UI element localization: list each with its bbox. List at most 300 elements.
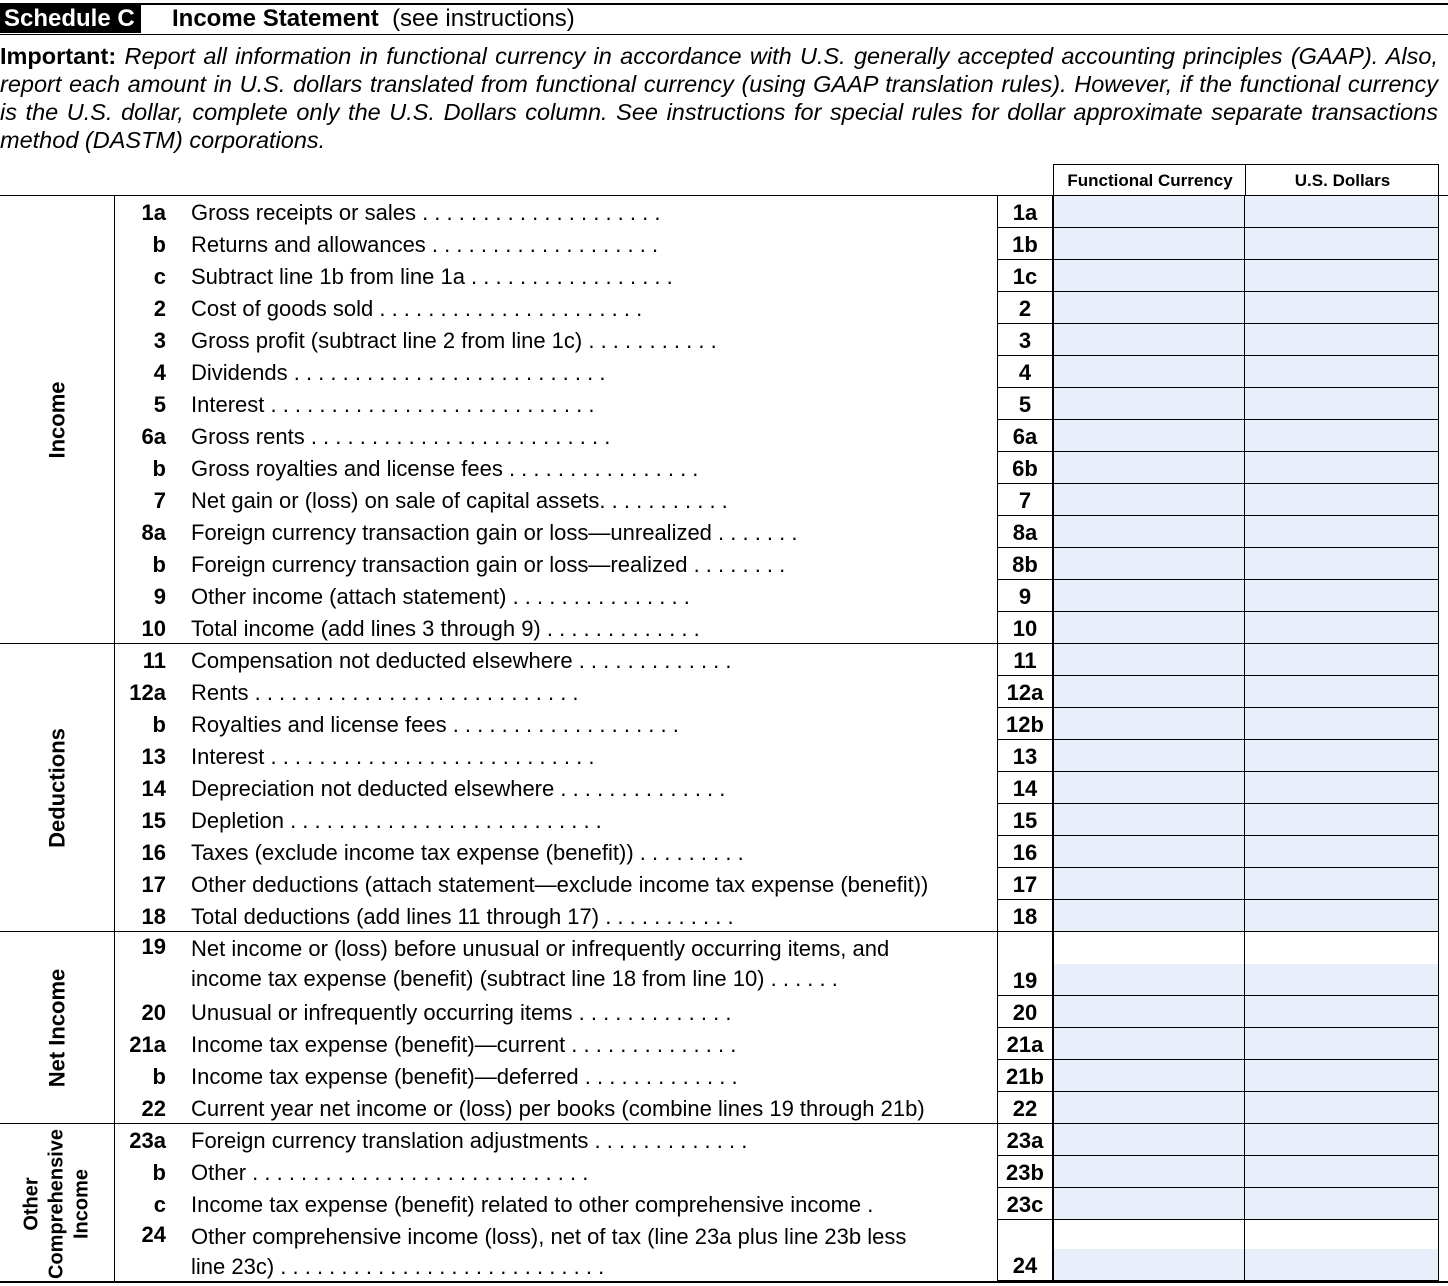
usd-input[interactable] [1245, 900, 1439, 932]
usd-input[interactable] [1245, 1092, 1439, 1124]
functional-currency-input[interactable] [1053, 708, 1245, 740]
functional-currency-input[interactable] [1053, 1249, 1245, 1281]
leader-dots: . . . . . . . . . . . . . . [565, 1032, 737, 1057]
functional-currency-input[interactable] [1053, 324, 1245, 356]
line-description-text: Compensation not deducted elsewhere [191, 648, 573, 673]
usd-input[interactable] [1245, 868, 1439, 900]
functional-currency-input[interactable] [1053, 836, 1245, 868]
line-description-text: Gross rents [191, 424, 305, 449]
line-reference-box [997, 868, 1053, 900]
leader-dots: . . . . . . . . . . . . . . . [506, 584, 690, 609]
line-description [191, 904, 976, 930]
line-row [0, 196, 1448, 228]
leader-dots: . . . . . . . . . . . . . . . . . . . . . . . . . [304, 424, 611, 449]
line-row [0, 580, 1448, 612]
leader-dots: . . . . . . . . . . . . . . [554, 776, 726, 801]
functional-currency-input[interactable] [1053, 1060, 1245, 1092]
functional-currency-input[interactable] [1053, 1188, 1245, 1220]
functional-currency-input[interactable] [1053, 996, 1245, 1028]
functional-currency-input[interactable] [1053, 900, 1245, 932]
line-row [0, 868, 1448, 900]
leader-dots: . . . . . . . . . . . . . . . . . . . . . . . . . . . [264, 744, 595, 769]
leader-dots: . . . . . . . . . . . . . . . . . . . [425, 232, 659, 257]
functional-currency-input[interactable] [1053, 676, 1245, 708]
line-row [0, 516, 1448, 548]
line-reference-box [997, 772, 1053, 804]
line-row [0, 324, 1448, 356]
line-reference-label: 3 [1018, 328, 1032, 353]
functional-currency-input[interactable] [1053, 548, 1245, 580]
schedule-subtitle: (see instructions) [392, 5, 575, 32]
line-reference-box [997, 420, 1053, 452]
line-description-continued: income tax expense (benefit) (subtract line 18 from line 10) [191, 966, 765, 991]
line-number: 1a [141, 200, 166, 225]
line-description [191, 1096, 976, 1122]
line-row [0, 452, 1448, 484]
line-reference-box [997, 1092, 1053, 1124]
line-row [0, 484, 1448, 516]
line-description [191, 1000, 976, 1026]
line-description [191, 840, 976, 866]
line-reference-box [997, 228, 1053, 260]
line-row [0, 1124, 1448, 1156]
line-reference-box [997, 1220, 1053, 1281]
line-reference-label: 1c [1012, 264, 1038, 289]
schedule-title-text: Income Statement [172, 5, 379, 32]
line-reference-label: 13 [1012, 744, 1038, 769]
line-description [191, 872, 976, 898]
line-number: 23a [129, 1128, 166, 1153]
line-description [191, 1064, 976, 1090]
section-label-income: Income [44, 381, 70, 459]
usd-input[interactable] [1245, 708, 1439, 740]
leader-dots: . . . . . . . . . . . . . . . . . . . . . . . . . . . [248, 680, 579, 705]
leader-dots: . . . . . . . . . . . . . [540, 616, 700, 641]
line-description [191, 712, 976, 738]
usd-input[interactable] [1245, 388, 1439, 420]
line-reference-label: 10 [1012, 616, 1038, 641]
usd-input[interactable] [1245, 1028, 1439, 1060]
line-description [191, 680, 976, 706]
line-reference-box [997, 644, 1053, 676]
line-description [191, 648, 976, 674]
line-description-text: Unusual or infrequently occurring items [191, 1000, 573, 1025]
line-reference-box [997, 900, 1053, 932]
column-header-usd: U.S. Dollars [1245, 164, 1439, 195]
line-description-text: Income tax expense (benefit)—current [191, 1032, 566, 1057]
line-number: 2 [153, 296, 166, 321]
usd-input[interactable] [1245, 1249, 1439, 1281]
line-reference-label: 12b [1006, 712, 1044, 737]
line-reference-box [997, 1188, 1053, 1220]
line-number: 6a [141, 424, 166, 449]
line-reference-label: 16 [1012, 840, 1038, 865]
leader-dots: . . . . . . . . . . . . . . . . . . . . [415, 200, 661, 225]
line-number: 9 [153, 584, 166, 609]
line-reference-label: 19 [1012, 968, 1038, 993]
usd-input[interactable] [1245, 484, 1439, 516]
usd-input[interactable] [1245, 420, 1439, 452]
functional-currency-input[interactable] [1053, 196, 1245, 228]
line-number: 19 [141, 934, 166, 959]
line-description [191, 934, 976, 994]
functional-currency-input[interactable] [1053, 772, 1245, 804]
line-description [191, 776, 976, 802]
functional-currency-input[interactable] [1053, 260, 1245, 292]
column-header-functional: Functional Currency [1053, 164, 1246, 195]
line-row [0, 548, 1448, 580]
line-row [0, 836, 1448, 868]
line-description [191, 1128, 976, 1154]
line-reference-label: 20 [1012, 1000, 1038, 1025]
functional-currency-input[interactable] [1053, 452, 1245, 484]
line-reference-box [997, 356, 1053, 388]
schedule-title [172, 4, 575, 34]
leader-dots: . . . . . . . . . . . . . . . . . . . [446, 712, 679, 737]
leader-dots: . . . . . . . . . . . . . . . . . . . . . . . . . . . [264, 392, 595, 417]
line-row [0, 388, 1448, 420]
line-description [191, 232, 976, 258]
line-reference-box [997, 1028, 1053, 1060]
line-number: 4 [153, 360, 166, 385]
usd-input[interactable] [1245, 1124, 1439, 1156]
functional-currency-input[interactable] [1053, 388, 1245, 420]
line-row [0, 1092, 1448, 1124]
line-reference-label: 8b [1012, 552, 1038, 577]
line-number: 3 [153, 328, 166, 353]
line-description-text: Royalties and license fees [191, 712, 447, 737]
line-row [0, 356, 1448, 388]
functional-currency-input[interactable] [1053, 1156, 1245, 1188]
line-description-text: Depreciation not deducted elsewhere [191, 776, 555, 801]
section-label-net-income: Net Income [44, 968, 70, 1088]
line-description-text: Net gain or (loss) on sale of capital assets [191, 488, 600, 513]
line-description [191, 488, 976, 514]
line-row [0, 1028, 1448, 1060]
functional-currency-input[interactable] [1053, 1028, 1245, 1060]
line-description-text: Total income (add lines 3 through 9) [191, 616, 541, 641]
usd-input[interactable] [1245, 612, 1439, 644]
line-number: 13 [141, 744, 166, 769]
line-description [191, 584, 976, 610]
line-description [191, 424, 976, 450]
line-description [191, 200, 976, 226]
functional-currency-input[interactable] [1053, 804, 1245, 836]
usd-input[interactable] [1245, 580, 1439, 612]
line-number: 22 [141, 1096, 166, 1121]
line-number: 21a [129, 1032, 166, 1057]
line-number: 10 [141, 616, 166, 641]
line-description [191, 360, 976, 386]
line-description [191, 392, 976, 418]
line-reference-label: 15 [1012, 808, 1038, 833]
line-number: 17 [141, 872, 166, 897]
line-description-text: Returns and allowances [191, 232, 426, 257]
line-reference-label: 11 [1013, 648, 1037, 673]
usd-input[interactable] [1245, 356, 1439, 388]
line-reference-box [997, 932, 1053, 996]
line-number: 14 [141, 776, 166, 801]
line-description-text: Gross receipts or sales [191, 200, 416, 225]
usd-input[interactable] [1245, 996, 1439, 1028]
line-row [0, 1060, 1448, 1092]
usd-input[interactable] [1245, 260, 1439, 292]
line-description [191, 1160, 976, 1186]
functional-currency-input[interactable] [1053, 580, 1245, 612]
line-number: b [152, 1064, 166, 1089]
leader-dots: . . . . . . . . . . . . . [588, 1128, 748, 1153]
line-reference-label: 1b [1012, 232, 1038, 257]
usd-input[interactable] [1245, 740, 1439, 772]
line-reference-box [997, 708, 1053, 740]
line-row [0, 1188, 1448, 1220]
line-row [0, 676, 1448, 708]
line-description-text: Gross royalties and license fees [191, 456, 503, 481]
usd-input[interactable] [1245, 228, 1439, 260]
usd-input[interactable] [1245, 676, 1439, 708]
important-label: Important: [0, 43, 117, 69]
line-description-text: Interest [191, 392, 265, 417]
blank-cell [1053, 932, 1245, 964]
line-reference-box [997, 548, 1053, 580]
line-reference-box [997, 484, 1053, 516]
line-description-text: Income tax expense (benefit) related to other comprehensive income [191, 1192, 862, 1217]
line-description [191, 328, 976, 354]
line-row [0, 260, 1448, 292]
leader-dots: . . . . . . . . . . . . . [578, 1064, 738, 1089]
line-description [191, 1222, 976, 1282]
line-number: 18 [141, 904, 166, 929]
leader-dots: . . . . . . . . . . . . . . . . . . . . . . . . . . . [274, 1254, 605, 1279]
line-reference-label: 14 [1012, 776, 1038, 801]
usd-input[interactable] [1245, 196, 1439, 228]
leader-dots: . . . . . . . . . . . . . . . . . . . . . . . . . . . . [246, 1160, 589, 1185]
line-number: b [152, 1160, 166, 1185]
line-description-text: Current year net income or (loss) per books (combine lines 19 through 21b) [191, 1096, 925, 1121]
line-description-text: Income tax expense (benefit)—deferred [191, 1064, 579, 1089]
line-number: 8a [141, 520, 166, 545]
usd-input[interactable] [1245, 1060, 1439, 1092]
leader-dots: . . . . . . . . . . . . . [572, 1000, 732, 1025]
line-number: b [152, 232, 166, 257]
usd-input[interactable] [1245, 516, 1439, 548]
line-reference-label: 23c [1006, 1192, 1044, 1217]
line-description-text: Subtract line 1b from line 1a [191, 264, 465, 289]
usd-input[interactable] [1245, 1188, 1439, 1220]
leader-dots: . . . . . . . . . . . . . [572, 648, 732, 673]
table-bottom-rule [0, 1281, 1448, 1283]
usd-input[interactable] [1245, 292, 1439, 324]
line-description-text: Foreign currency transaction gain or loss—realized [191, 552, 688, 577]
line-description [191, 552, 976, 578]
usd-input[interactable] [1245, 964, 1439, 996]
line-number: 16 [141, 840, 166, 865]
line-description-text: Other income (attach statement) [191, 584, 507, 609]
line-number: 12a [129, 680, 166, 705]
line-reference-box [997, 452, 1053, 484]
functional-currency-input[interactable] [1053, 356, 1245, 388]
line-row [0, 1220, 1448, 1281]
line-row [0, 772, 1448, 804]
usd-input[interactable] [1245, 772, 1439, 804]
line-number: c [153, 1192, 166, 1217]
line-number: 11 [142, 648, 166, 673]
functional-currency-input[interactable] [1053, 516, 1245, 548]
section-label-oci: Other Comprehensive Income [20, 1128, 93, 1279]
important-note [0, 42, 1438, 154]
line-reference-label: 6a [1012, 424, 1038, 449]
line-number: b [152, 456, 166, 481]
line-description [191, 520, 976, 546]
functional-currency-input[interactable] [1053, 292, 1245, 324]
line-description-text: Foreign currency translation adjustments [191, 1128, 589, 1153]
line-description [191, 1032, 976, 1058]
line-row [0, 708, 1448, 740]
blank-cell [1245, 1220, 1439, 1249]
line-row [0, 228, 1448, 260]
line-description-text: Other [191, 1160, 247, 1185]
line-reference-label: 18 [1012, 904, 1038, 929]
line-row [0, 420, 1448, 452]
line-reference-label: 4 [1018, 360, 1032, 385]
line-description-text: Other deductions (attach statement—exclude income tax expense (benefit)) [191, 872, 929, 897]
line-row [0, 740, 1448, 772]
line-description [191, 1192, 976, 1218]
line-description-text: Dividends [191, 360, 288, 385]
line-reference-label: 22 [1012, 1096, 1038, 1121]
leader-dots: . . . . . . . . . . . [599, 488, 728, 513]
leader-dots: . . . . . . . . [687, 552, 786, 577]
schedule-label: Schedule C [0, 5, 141, 33]
line-row [0, 612, 1448, 644]
functional-currency-input[interactable] [1053, 484, 1245, 516]
line-description [191, 808, 976, 834]
usd-input[interactable] [1245, 1156, 1439, 1188]
line-reference-box [997, 676, 1053, 708]
line-reference-label: 1a [1012, 200, 1038, 225]
usd-input[interactable] [1245, 452, 1439, 484]
line-reference-box [997, 804, 1053, 836]
functional-currency-input[interactable] [1053, 612, 1245, 644]
line-reference-box [997, 260, 1053, 292]
line-reference-box [997, 388, 1053, 420]
leader-dots: . . . . . . . . . [633, 840, 744, 865]
line-reference-label: 5 [1018, 392, 1032, 417]
line-row [0, 996, 1448, 1028]
leader-dots: . . . . . . . . . . . . . . . . . . . . . . [373, 296, 643, 321]
leader-dots: . [861, 1192, 874, 1217]
leader-dots: . . . . . . . . . . . . . . . . . [464, 264, 673, 289]
leader-dots: . . . . . . . . . . . . . . . . . . . . . . . . . . [283, 808, 602, 833]
line-reference-box [997, 580, 1053, 612]
line-row [0, 644, 1448, 676]
line-reference-label: 21b [1006, 1064, 1044, 1089]
functional-currency-input[interactable] [1053, 1124, 1245, 1156]
usd-input[interactable] [1245, 836, 1439, 868]
leader-dots: . . . . . . . . . . . . . . . . [502, 456, 699, 481]
usd-input[interactable] [1245, 548, 1439, 580]
line-description [191, 616, 976, 642]
line-reference-box [997, 996, 1053, 1028]
line-description-text: Other comprehensive income (loss), net of tax (line 23a plus line 23b less [191, 1224, 907, 1249]
line-description [191, 456, 976, 482]
line-description-text: Cost of goods sold [191, 296, 374, 321]
line-reference-box [997, 836, 1053, 868]
line-reference-label: 12a [1006, 680, 1044, 705]
line-description-text: Foreign currency transaction gain or loss—unrealized [191, 520, 712, 545]
line-description-text: Total deductions (add lines 11 through 17) [191, 904, 600, 929]
line-description-text: Depletion [191, 808, 284, 833]
line-description [191, 296, 976, 322]
line-reference-box [997, 1156, 1053, 1188]
line-number: b [152, 552, 166, 577]
functional-currency-input[interactable] [1053, 740, 1245, 772]
leader-dots: . . . . . . . [711, 520, 798, 545]
line-number: 5 [153, 392, 166, 417]
line-reference-box [997, 292, 1053, 324]
line-reference-label: 17 [1012, 872, 1038, 897]
line-reference-box [997, 1124, 1053, 1156]
line-reference-box [997, 324, 1053, 356]
line-row [0, 804, 1448, 836]
line-row [0, 1156, 1448, 1188]
line-number: 20 [141, 1000, 166, 1025]
line-description [191, 264, 976, 290]
line-description-text: Taxes (exclude income tax expense (benefit)) [191, 840, 634, 865]
leader-dots: . . . . . . . . . . . . . . . . . . . . . . . . . . [287, 360, 606, 385]
line-reference-label: 2 [1018, 296, 1032, 321]
functional-currency-input[interactable] [1053, 420, 1245, 452]
functional-currency-input[interactable] [1053, 228, 1245, 260]
usd-input[interactable] [1245, 804, 1439, 836]
line-number: c [153, 264, 166, 289]
line-description [191, 744, 976, 770]
line-reference-label: 8a [1012, 520, 1038, 545]
section-label-deductions: Deductions [44, 728, 70, 848]
line-reference-box [997, 1060, 1053, 1092]
line-reference-box [997, 196, 1053, 228]
functional-currency-input[interactable] [1053, 1092, 1245, 1124]
line-row [0, 932, 1448, 996]
line-description-text: Rents [191, 680, 249, 705]
line-reference-box [997, 740, 1053, 772]
functional-currency-input[interactable] [1053, 868, 1245, 900]
line-number: 7 [153, 488, 166, 513]
line-reference-box [997, 516, 1053, 548]
line-description-continued: line 23c) [191, 1254, 275, 1279]
functional-currency-input[interactable] [1053, 964, 1245, 996]
line-reference-label: 24 [1012, 1253, 1038, 1278]
functional-currency-input[interactable] [1053, 644, 1245, 676]
blank-cell [1245, 932, 1439, 964]
usd-input[interactable] [1245, 644, 1439, 676]
line-number: 24 [141, 1222, 166, 1247]
line-reference-label: 23b [1006, 1160, 1044, 1185]
line-number: 15 [141, 808, 166, 833]
line-description-text-2 [191, 1252, 976, 1282]
title-rule [0, 34, 1448, 35]
line-reference-box [997, 612, 1053, 644]
line-description-text: Interest [191, 744, 265, 769]
leader-dots: . . . . . . . . . . . [582, 328, 717, 353]
leader-dots: . . . . . . [764, 966, 838, 991]
usd-input[interactable] [1245, 324, 1439, 356]
line-description-text-2 [191, 964, 976, 994]
line-number: b [152, 712, 166, 737]
line-description-text: Gross profit (subtract line 2 from line 1c) [191, 328, 583, 353]
blank-cell [1053, 1220, 1245, 1249]
line-description-text: Net income or (loss) before unusual or infrequently occurring items, and [191, 936, 890, 961]
